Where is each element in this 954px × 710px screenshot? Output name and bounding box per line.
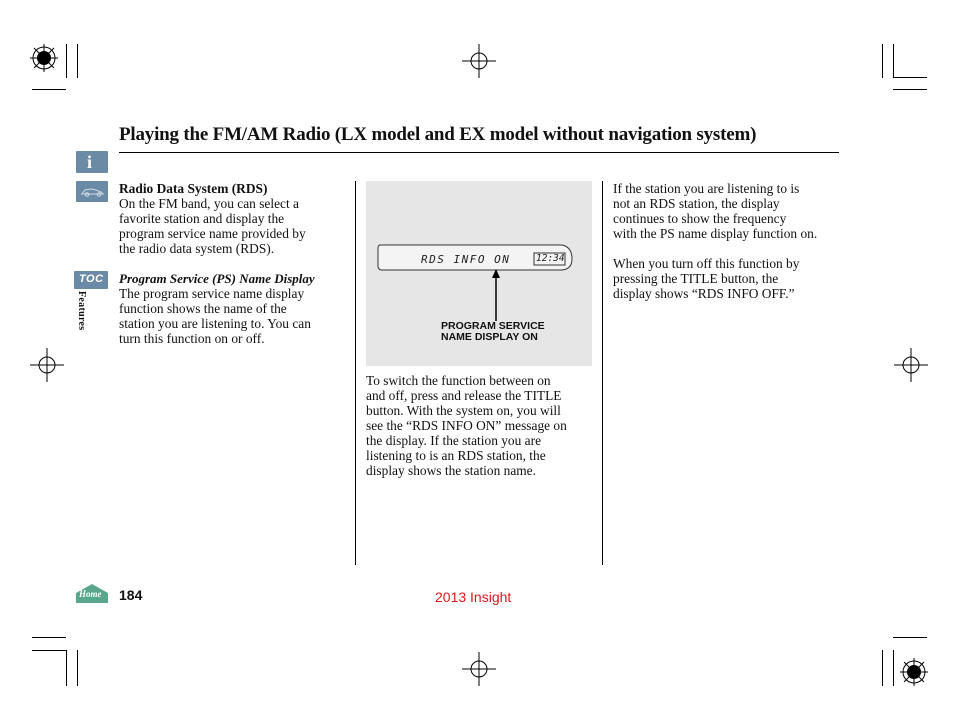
body-line: not an RDS station, the display [613,196,780,211]
info-icon: i [87,152,93,172]
body-line: with the PS name display function on. [613,226,818,241]
body-line: see the “RDS INFO ON” message on [366,418,567,433]
intro-line: the radio data system (RDS). [119,241,275,256]
column-1 [119,181,347,346]
column-divider [355,181,356,565]
column-3 [613,181,849,301]
intro-line: favorite station and display the [119,211,285,226]
body-line: The program service name display [119,286,305,301]
subheading: Program Service (PS) Name Display [119,271,315,286]
display-clock: 12:34 [536,253,565,264]
caption-line: NAME DISPLAY ON [441,331,538,343]
figure-caption [441,321,545,343]
body-line: To switch the function between on [366,373,551,388]
title-rule [119,152,839,153]
car-icon [76,181,108,202]
body-line: turn this function on or off. [119,331,265,346]
body-line: When you turn off this function by [613,256,800,271]
body-line: continues to show the frequency [613,211,787,226]
crosshair-icon [462,652,496,686]
section-heading: Radio Data System (RDS) [119,181,268,196]
intro-line: program service name provided by [119,226,306,241]
body-line: station you are listening to. You can [119,316,311,331]
side-section-label: Features [76,291,87,331]
page-title: Playing the FM/AM Radio (LX model and EX model without navigation system) [119,124,757,145]
body-line: display shows “RDS INFO OFF.” [613,286,795,301]
body-line: the display. If the station you are [366,433,542,448]
body-line: listening to is an RDS station, the [366,448,546,463]
body-line: function shows the name of the [119,301,287,316]
crosshair-icon [30,348,64,382]
body-line: button. With the system on, you will [366,403,561,418]
body-line: and off, press and release the TITLE [366,388,562,403]
features-car-button[interactable] [76,181,108,202]
page-number: 184 [119,587,143,603]
footer-model: 2013 Insight [435,589,512,605]
intro-line: On the FM band, you can select a [119,196,299,211]
toc-label: TOC [79,273,104,285]
home-button[interactable] [74,582,110,604]
toc-button[interactable] [74,271,108,289]
body-line: display shows the station name. [366,463,536,478]
column-2 [366,373,598,478]
registration-burst-icon [30,44,60,74]
caption-line: PROGRAM SERVICE [441,320,545,332]
body-line: pressing the TITLE button, the [613,271,779,286]
radio-display-figure [366,181,592,366]
crosshair-icon [894,348,928,382]
side-section-label-wrap [76,291,94,343]
home-label: Home [79,589,102,599]
body-line: If the station you are listening to is [613,181,800,196]
registration-burst-icon [900,658,930,688]
info-button[interactable] [76,151,108,173]
crosshair-icon [462,44,496,78]
column-divider [602,181,603,565]
display-message: RDS INFO ON [421,253,511,266]
